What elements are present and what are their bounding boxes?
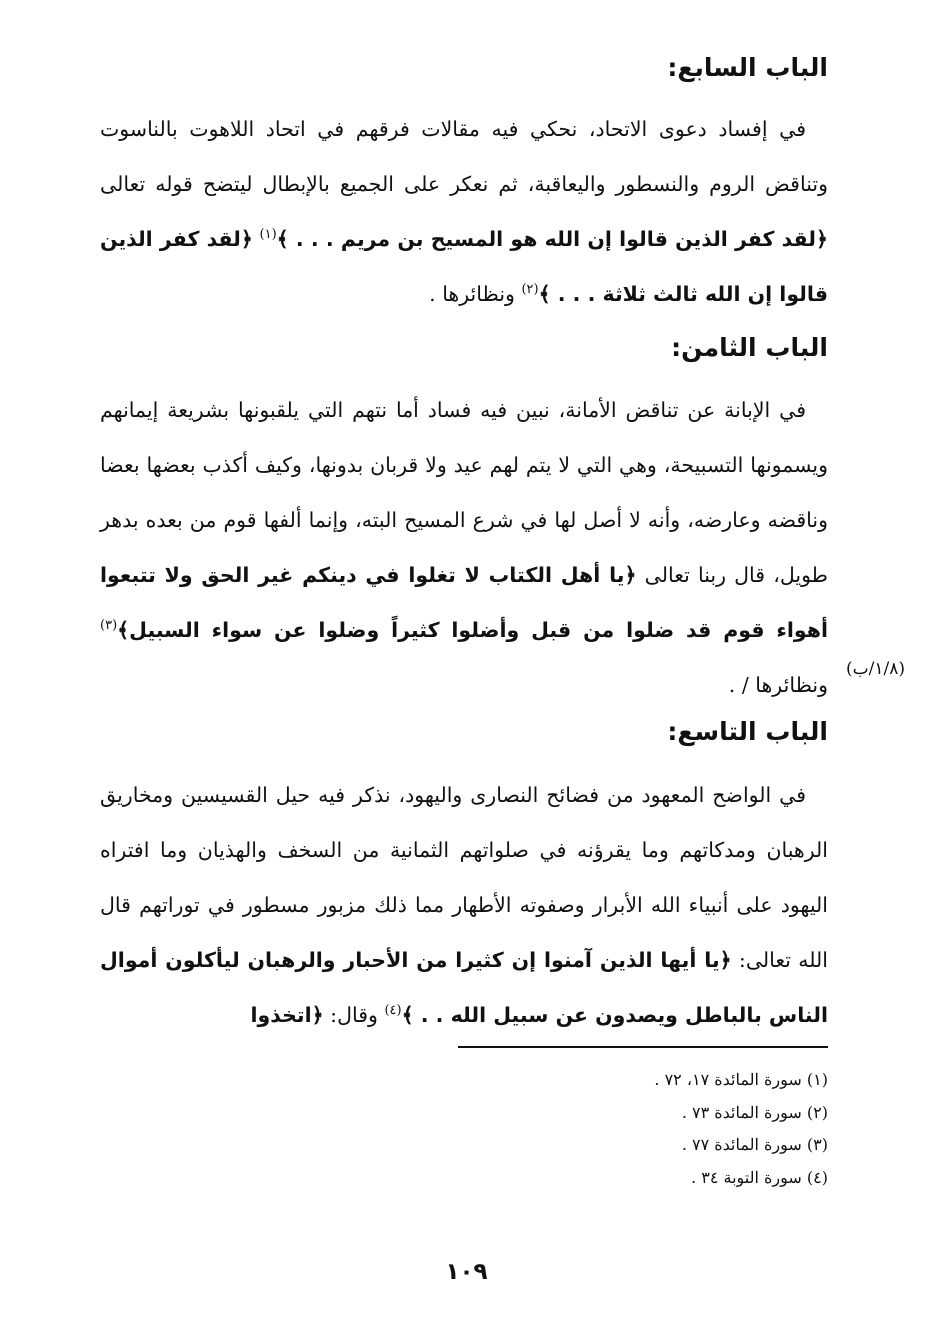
section-9-paragraph xyxy=(100,768,828,1043)
body-text: في الإبانة عن تناقض الأمانة، نبين فيه فساد أما نتهم التي يلقبونها بشريعة إيمانهم ويسمونها التسبيحة، وهي التي لا يتم لهم عيد ولا قربان بدونها، وكيف أكذب بعضها بعضا وناقضه وعارضه، وأنه لا أصل لها في شرع المسيح البته، وإنما ألفها قوم من بعده بدهر طويل، قال ربنا تعالى xyxy=(100,398,828,587)
footnote-marker: (٤) xyxy=(384,1003,402,1019)
manuscript-folio-reference: (١/٨/ب) xyxy=(846,659,906,679)
footnote-marker: (١) xyxy=(259,227,277,243)
page-number: ١٠٩ xyxy=(445,1259,488,1285)
footnotes-list xyxy=(428,1064,828,1194)
footnote-marker: (٢) xyxy=(521,282,539,298)
footnote-item: (٤) سورة التوبة ٣٤ . xyxy=(691,1167,828,1187)
section-7-heading: الباب السابع: xyxy=(667,53,828,82)
section-7-paragraph xyxy=(100,102,828,322)
quran-verse: ﴿يا أيها الذين آمنوا إن كثيرا من الأحبار والرهبان ليأكلون أموال الناس بالباطل ويصدون عن سبيل الله . . ﴾ xyxy=(100,948,828,1027)
footnote-item: (٣) سورة المائدة ٧٧ . xyxy=(681,1135,828,1154)
section-8-heading: الباب الثامن: xyxy=(671,333,828,362)
footnote-marker: (٣) xyxy=(100,618,118,634)
quran-verse: ﴿لقد كفر الذين قالوا إن الله ثالث ثلاثة . . . ﴾ xyxy=(100,227,828,306)
body-text: في إفساد دعوى الاتحاد، نحكي فيه مقالات فرقهم في اتحاد اللاهوت بالناسوت وتناقض الروم والنسطور واليعاقبة، ثم نعكر على الجميع بالإبطال ليتضح قوله تعالى xyxy=(100,117,828,196)
body-text xyxy=(253,227,260,251)
quran-verse: ﴿اتخذوا xyxy=(250,1003,324,1027)
body-text: في الواضح المعهود من فضائح النصارى واليهود، نذكر فيه حيل القسيسين ومخاريق الرهبان ومدكاتهم وما يقرؤنه في صلواتهم الثمانية من السخف والهذيان وما افتراه اليهود على أنبياء الله الأبرار وصفوته الأطهار مما ذلك مزبور مسطور في توراتهم قال الله تعالى: xyxy=(100,783,828,972)
footnote-divider xyxy=(458,1046,828,1048)
footnote-item: (٢) سورة المائدة ٧٣ . xyxy=(681,1102,828,1122)
body-text: وقال: xyxy=(323,1003,385,1027)
quran-verse: ﴿لقد كفر الذين قالوا إن الله هو المسيح بن مريم . . . ﴾ xyxy=(276,227,828,251)
quran-verse: ﴿يا أهل الكتاب لا تغلوا في دينكم غير الحق ولا تتبعوا أهواء قوم قد ضلوا من قبل وأضلوا كثيراً وضلوا عن سواء السبيل﴾ xyxy=(100,563,828,642)
body-text: ونظائرها / . xyxy=(728,673,828,697)
body-text: ونظائرها . xyxy=(429,282,522,306)
section-8-paragraph xyxy=(100,383,828,713)
section-9-heading: الباب التاسع: xyxy=(667,717,828,746)
footnote-item: (١) سورة المائدة ١٧، ٧٢ . xyxy=(654,1070,828,1089)
